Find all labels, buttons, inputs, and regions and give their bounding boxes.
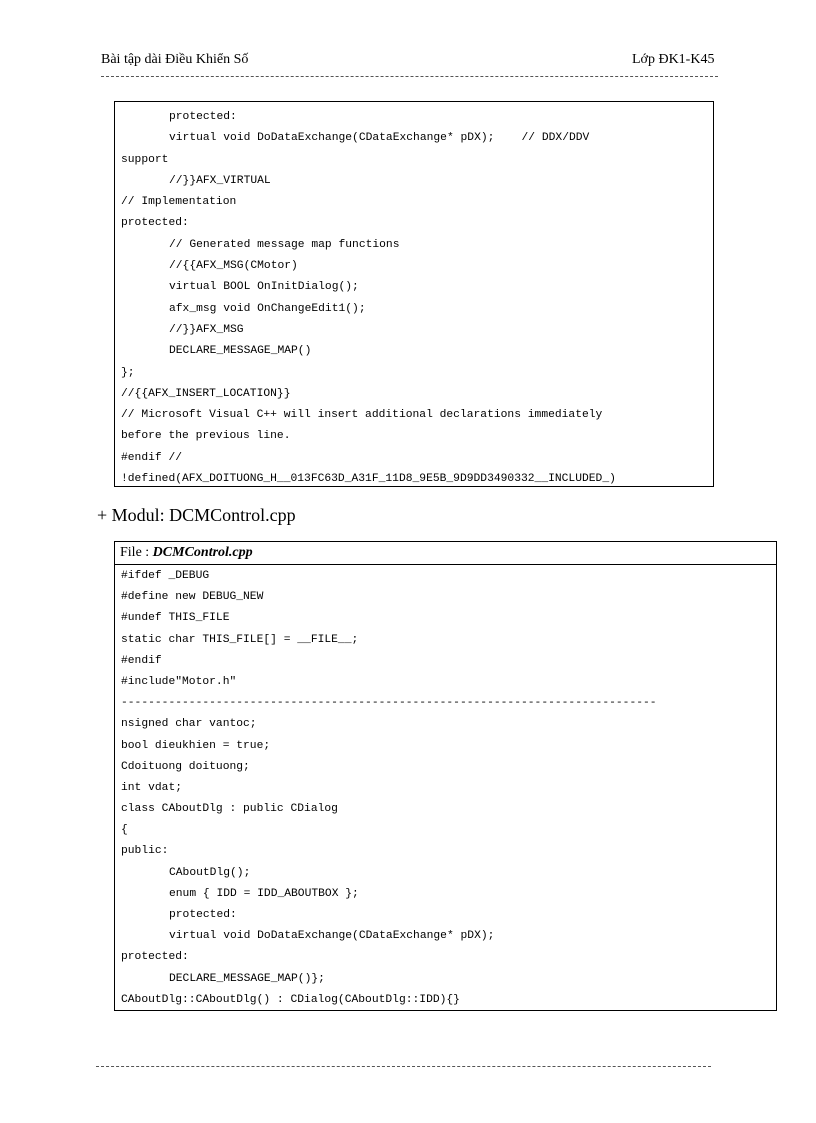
file-caption-prefix: File : — [120, 545, 153, 560]
code-line: #define new DEBUG_NEW — [121, 591, 264, 604]
code-line: virtual void DoDataExchange(CDataExchange* pDX); — [169, 930, 495, 943]
code-line: DECLARE_MESSAGE_MAP()}; — [169, 972, 325, 985]
file-caption — [115, 542, 776, 565]
code-line: public: — [121, 845, 169, 858]
code-line: //{{AFX_INSERT_LOCATION}} — [121, 387, 291, 400]
code-line: { — [121, 824, 128, 837]
code-line: support — [121, 153, 169, 166]
code-line: Cdoituong doituong; — [121, 760, 250, 773]
code-block-2 — [114, 541, 777, 1011]
code-line: enum { IDD = IDD_ABOUTBOX }; — [169, 887, 359, 900]
code-line: int vdat; — [121, 781, 183, 794]
code-line: #endif // — [121, 451, 183, 464]
code-line: protected: — [169, 909, 237, 921]
code-line: protected: — [121, 951, 189, 964]
code-line: CAboutDlg(); — [169, 866, 251, 879]
code-line: virtual void DoDataExchange(CDataExchange* pDX); // DDX/DDV — [169, 132, 590, 145]
code-line: static char THIS_FILE[] = __FILE__; — [121, 633, 359, 646]
header-divider — [101, 76, 718, 77]
code-line: #undef THIS_FILE — [121, 612, 230, 625]
code-line: }; — [121, 366, 135, 379]
code-line: #ifdef _DEBUG — [121, 570, 210, 582]
code-block-2-body — [115, 565, 776, 1011]
code-line: virtual BOOL OnInitDialog(); — [169, 281, 359, 294]
code-line: class CAboutDlg : public CDialog — [121, 803, 338, 816]
page-header-left: Bài tập dài Điều Khiển Số — [101, 52, 249, 67]
code-line: // Implementation — [121, 196, 237, 209]
code-line: #endif — [121, 654, 162, 667]
code-line: !defined(AFX_DOITUONG_H__013FC63D_A31F_11D8_9E5B_9D9DD3490332__INCLUDED_) — [115, 469, 713, 487]
code-line: //}}AFX_VIRTUAL — [169, 174, 271, 187]
section-heading: + Modul: DCMControl.cpp — [97, 505, 296, 525]
code-line: afx_msg void OnChangeEdit1(); — [169, 302, 366, 315]
code-block-1 — [114, 101, 714, 487]
code-line: ------------------------------------------------------------------------------- — [121, 697, 657, 710]
footer-divider — [96, 1066, 711, 1067]
code-line: CAboutDlg::CAboutDlg() : CDialog(CAboutDlg::IDD){} — [121, 993, 460, 1006]
code-line: nsigned char vantoc; — [121, 718, 257, 731]
code-line: DECLARE_MESSAGE_MAP() — [169, 345, 312, 358]
code-line: //{{AFX_MSG(CMotor) — [169, 260, 298, 273]
code-line: before the previous line. — [121, 430, 291, 443]
code-line: protected: — [121, 217, 189, 230]
code-line: #include"Motor.h" — [121, 675, 237, 688]
code-line: //}}AFX_MSG — [169, 323, 244, 336]
code-line: // Generated message map functions — [169, 238, 400, 251]
code-line: bool dieukhien = true; — [121, 739, 271, 752]
file-caption-filename: DCMControl.cpp — [152, 545, 253, 560]
page-header-right: Lớp ĐK1-K45 — [632, 52, 715, 67]
code-line: // Microsoft Visual C++ will insert additional declarations immediately — [121, 409, 603, 422]
code-line: protected: — [169, 111, 237, 123]
